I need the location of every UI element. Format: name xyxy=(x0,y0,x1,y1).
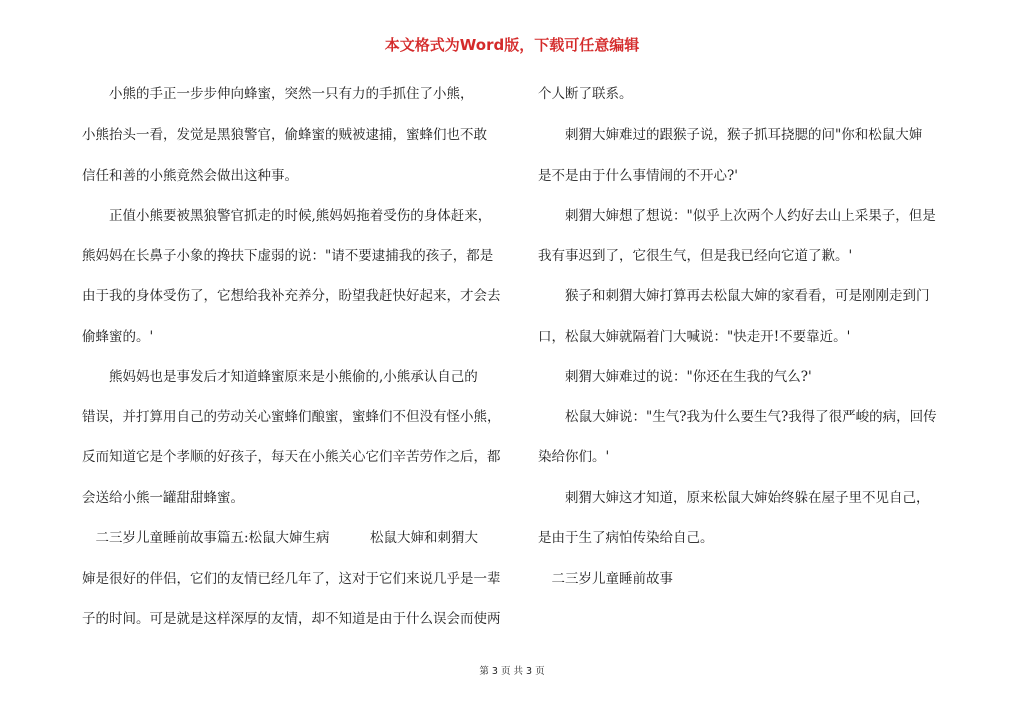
text-line: 我有事迟到了，它很生气，但是我已经向它道了歉。' xyxy=(538,248,853,264)
word-format-notice: 本文格式为Word版，下载可任意编辑 xyxy=(384,36,640,54)
text-line: 刺猬大婶这才知道，原来松鼠大婶始终躲在屋子里不见自己， xyxy=(538,490,930,506)
text-line: 个人断了联系。 xyxy=(538,86,633,102)
text-line: 熊妈妈在长鼻子小象的搀扶下虚弱的说："请不要逮捕我的孩子，都是 xyxy=(82,248,494,264)
text-line: 婶是很好的伴侣，它们的友情已经几年了，这对于它们来说几乎是一辈 xyxy=(82,571,501,587)
section-heading-line: 二三岁儿童睡前故事篇五:松鼠大婶生病 松鼠大婶和刺猬大 xyxy=(82,530,479,546)
text-line: 信任和善的小熊竟然会做出这种事。 xyxy=(82,168,298,184)
text-line: 松鼠大婶说："生气?我为什么要生气?我得了很严峻的病，回传 xyxy=(538,409,937,425)
text-line: 刺猬大婶难过的跟猴子说，猴子抓耳挠腮的问"你和松鼠大婶 xyxy=(538,127,923,143)
text-line: 偷蜂蜜的。' xyxy=(82,329,154,345)
text-line: 正值小熊要被黑狼警官抓走的时候,熊妈妈拖着受伤的身体赶来， xyxy=(82,208,492,224)
text-line: 由于我的身体受伤了，它想给我补充养分，盼望我赶快好起来，才会去 xyxy=(82,288,501,304)
text-line: 口，松鼠大婶就隔着门大喊说："快走开!不要靠近。' xyxy=(538,329,851,345)
text-line: 刺猬大婶难过的说："你还在生我的气么?' xyxy=(538,369,812,385)
section-heading-line: 二三岁儿童睡前故事 xyxy=(538,571,673,587)
text-line: 子的时间。可是就是这样深厚的友情，却不知道是由于什么误会而使两 xyxy=(82,611,501,627)
text-line: 刺猬大婶想了想说："似乎上次两个人约好去山上采果子，但是 xyxy=(538,208,936,224)
text-line: 熊妈妈也是事发后才知道蜂蜜原来是小熊偷的,小熊承认自己的 xyxy=(82,369,478,385)
text-line: 反而知道它是个孝顺的好孩子，每天在小熊关心它们辛苦劳作之后，都 xyxy=(82,449,501,465)
text-line: 是不是由于什么事情闹的不开心?' xyxy=(538,168,738,184)
text-line: 小熊抬头一看，发觉是黑狼警官，偷蜂蜜的贼被逮捕，蜜蜂们也不敢 xyxy=(82,127,487,143)
text-line: 染给你们。' xyxy=(538,449,610,465)
text-line: 猴子和刺猬大婶打算再去松鼠大婶的家看看，可是刚刚走到门 xyxy=(538,288,930,304)
page-number: 第 3 页 共 3 页 xyxy=(479,666,545,677)
text-line: 会送给小熊一罐甜甜蜂蜜。 xyxy=(82,490,244,506)
text-line: 错误，并打算用自己的劳动关心蜜蜂们酿蜜，蜜蜂们不但没有怪小熊， xyxy=(82,409,501,425)
text-line: 小熊的手正一步步伸向蜂蜜，突然一只有力的手抓住了小熊， xyxy=(82,86,474,102)
text-line: 是由于生了病怕传染给自己。 xyxy=(538,530,714,546)
